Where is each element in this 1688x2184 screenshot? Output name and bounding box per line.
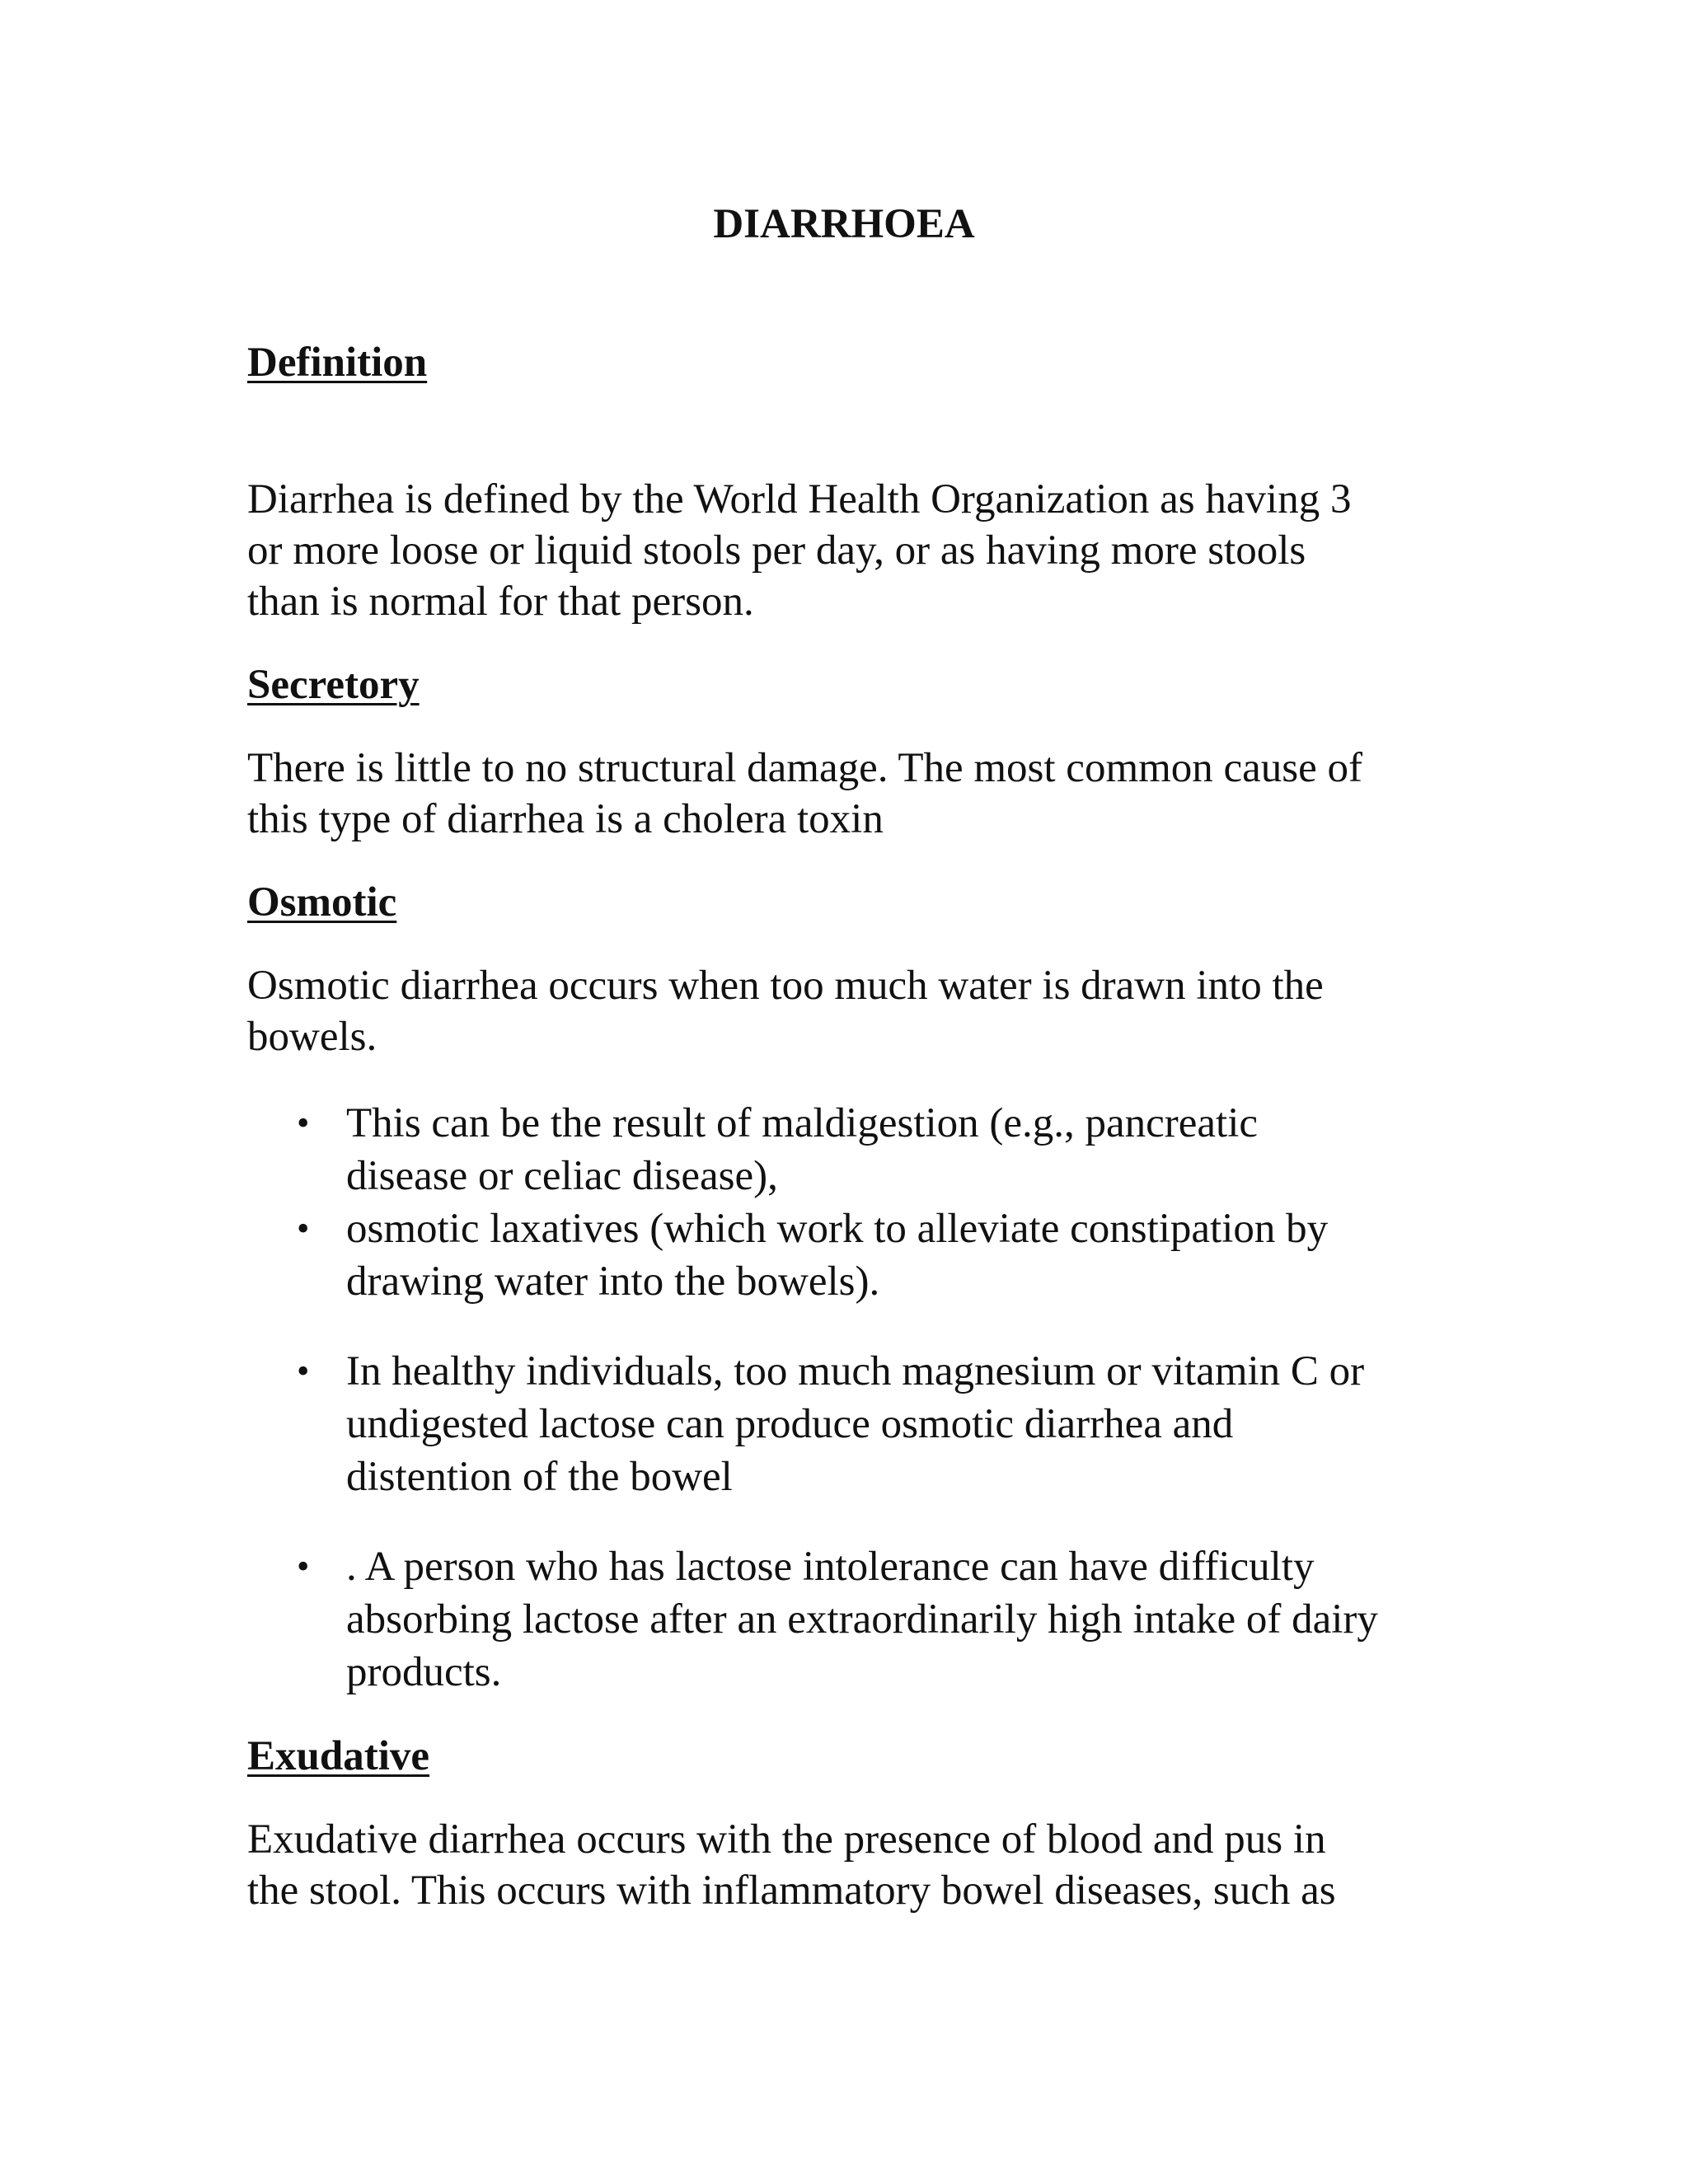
- section-heading-secretory: Secretory: [247, 662, 420, 708]
- bullet-line: This can be the result of maldigestion (e.g., pancreatic: [346, 1100, 1259, 1146]
- osmotic-line-1: Osmotic diarrhea occurs when too much water is drawn into the: [247, 963, 1324, 1009]
- document-title: [0, 199, 1688, 249]
- section-heading-definition: Definition: [247, 340, 428, 386]
- secretory-line-1: There is little to no structural damage. The most common cause of: [247, 745, 1363, 791]
- bullet-icon: •: [297, 1351, 310, 1391]
- exudative-line-2: the stool. This occurs with inflammatory bowel diseases, such as: [247, 1868, 1336, 1914]
- bullet-line: In healthy individuals, too much magnesium or vitamin C or: [346, 1348, 1365, 1394]
- bullet-line: drawing water into the bowels).: [346, 1258, 880, 1305]
- bullet-line: disease or celiac disease),: [346, 1153, 778, 1199]
- definition-line-2: or more loose or liquid stools per day, or as having more stools: [247, 527, 1306, 574]
- bullet-icon: •: [297, 1546, 310, 1586]
- bullet-icon: •: [297, 1208, 310, 1249]
- section-heading-osmotic: Osmotic: [247, 879, 397, 926]
- exudative-paragraph: [247, 1814, 1434, 1916]
- list-item: [247, 1097, 1434, 1202]
- bullet-icon: •: [297, 1103, 310, 1143]
- secretory-paragraph: [247, 743, 1434, 845]
- osmotic-paragraph: [247, 960, 1434, 1062]
- definition-paragraph: [247, 474, 1434, 627]
- list-item: [247, 1540, 1434, 1699]
- bullet-line: . A person who has lactose intolerance can have difficulty: [346, 1544, 1315, 1590]
- document-title-text: DIARRHOEA: [713, 201, 975, 247]
- bullet-line: osmotic laxatives (which work to alleviate constipation by: [346, 1206, 1329, 1252]
- definition-line-1: Diarrhea is defined by the World Health Organization as having 3: [247, 476, 1352, 523]
- bullet-line: distention of the bowel: [346, 1454, 733, 1500]
- list-item: [247, 1345, 1434, 1503]
- list-item: [247, 1202, 1434, 1308]
- section-heading-exudative: Exudative: [247, 1733, 430, 1779]
- document-body: [247, 338, 1434, 1916]
- secretory-line-2: this type of diarrhea is a cholera toxin: [247, 796, 884, 842]
- bullet-line: undigested lactose can produce osmotic diarrhea and: [346, 1401, 1234, 1447]
- osmotic-line-2: bowels.: [247, 1014, 377, 1060]
- osmotic-bullet-list: [247, 1097, 1434, 1699]
- exudative-line-1: Exudative diarrhea occurs with the presence of blood and pus in: [247, 1816, 1326, 1863]
- definition-line-3: than is normal for that person.: [247, 579, 754, 625]
- bullet-line: absorbing lactose after an extraordinarily high intake of dairy: [346, 1596, 1378, 1643]
- bullet-line: products.: [346, 1649, 502, 1695]
